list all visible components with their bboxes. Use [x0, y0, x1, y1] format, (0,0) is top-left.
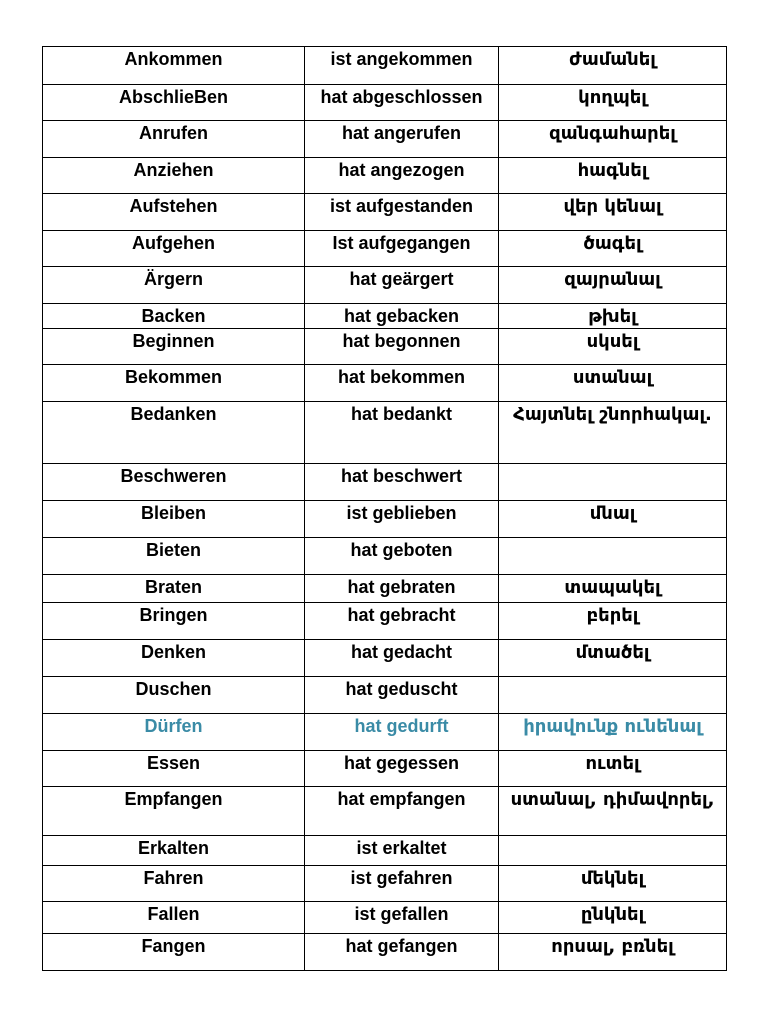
translation-cell: որսալ, բռնել [499, 934, 727, 971]
translation-cell: սկսել [499, 329, 727, 365]
perfect-cell: hat angezogen [305, 158, 499, 194]
table-row [43, 677, 727, 714]
verb-table-body [43, 47, 727, 971]
infinitive-cell: Beginnen [43, 329, 305, 365]
verb-table [42, 46, 727, 971]
table-row [43, 329, 727, 365]
infinitive-cell: Aufstehen [43, 194, 305, 231]
perfect-cell: hat gefangen [305, 934, 499, 971]
table-row [43, 231, 727, 267]
infinitive-cell: Fahren [43, 866, 305, 902]
table-row [43, 121, 727, 158]
perfect-cell: hat geboten [305, 538, 499, 575]
perfect-cell: hat empfangen [305, 787, 499, 836]
table-row [43, 640, 727, 677]
translation-cell: մնալ [499, 501, 727, 538]
translation-cell: ստանալ, դիմավորել, [499, 787, 727, 836]
translation-cell: ուտել [499, 751, 727, 787]
infinitive-cell: Anziehen [43, 158, 305, 194]
perfect-cell: hat angerufen [305, 121, 499, 158]
perfect-cell: hat gebacken [305, 304, 499, 329]
translation-cell: ընկնել [499, 902, 727, 934]
perfect-cell: hat begonnen [305, 329, 499, 365]
infinitive-cell: Aufgehen [43, 231, 305, 267]
perfect-cell: hat bedankt [305, 402, 499, 464]
infinitive-cell: Fallen [43, 902, 305, 934]
table-row [43, 575, 727, 603]
perfect-cell: Ist aufgegangen [305, 231, 499, 267]
table-row [43, 603, 727, 640]
infinitive-cell: Ankommen [43, 47, 305, 85]
translation-cell [499, 538, 727, 575]
table-row [43, 501, 727, 538]
table-row [43, 267, 727, 304]
table-row [43, 866, 727, 902]
table-row [43, 902, 727, 934]
translation-cell: Հայտնել շնորհակալ. [499, 402, 727, 464]
translation-cell [499, 836, 727, 866]
translation-cell: իրավունք ունենալ [499, 714, 727, 751]
table-row [43, 836, 727, 866]
perfect-cell: hat gebraten [305, 575, 499, 603]
perfect-cell: hat gegessen [305, 751, 499, 787]
infinitive-cell: Denken [43, 640, 305, 677]
translation-cell: մեկնել [499, 866, 727, 902]
translation-cell: տապակել [499, 575, 727, 603]
perfect-cell: ist geblieben [305, 501, 499, 538]
infinitive-cell: Dürfen [43, 714, 305, 751]
translation-cell: ժամանել [499, 47, 727, 85]
infinitive-cell: Essen [43, 751, 305, 787]
perfect-cell: ist gefallen [305, 902, 499, 934]
infinitive-cell: Bekommen [43, 365, 305, 402]
infinitive-cell: Bedanken [43, 402, 305, 464]
translation-cell: կողպել [499, 85, 727, 121]
table-row [43, 365, 727, 402]
table-row [43, 304, 727, 329]
table-row [43, 787, 727, 836]
infinitive-cell: Beschweren [43, 464, 305, 501]
infinitive-cell: Anrufen [43, 121, 305, 158]
perfect-cell: ist gefahren [305, 866, 499, 902]
translation-cell: ստանալ [499, 365, 727, 402]
perfect-cell: ist aufgestanden [305, 194, 499, 231]
perfect-cell: hat geärgert [305, 267, 499, 304]
perfect-cell: hat abgeschlossen [305, 85, 499, 121]
table-row [43, 751, 727, 787]
table-row [43, 85, 727, 121]
infinitive-cell: Erkalten [43, 836, 305, 866]
infinitive-cell: Ärgern [43, 267, 305, 304]
perfect-cell: hat gedurft [305, 714, 499, 751]
table-row [43, 464, 727, 501]
translation-cell: բերել [499, 603, 727, 640]
perfect-cell: hat geduscht [305, 677, 499, 714]
infinitive-cell: Fangen [43, 934, 305, 971]
infinitive-cell: Bringen [43, 603, 305, 640]
infinitive-cell: Duschen [43, 677, 305, 714]
table-row [43, 47, 727, 85]
translation-cell: զանգահարել [499, 121, 727, 158]
infinitive-cell: Bieten [43, 538, 305, 575]
infinitive-cell: Backen [43, 304, 305, 329]
translation-cell: մտածել [499, 640, 727, 677]
infinitive-cell: Braten [43, 575, 305, 603]
infinitive-cell: AbschlieBen [43, 85, 305, 121]
table-row [43, 194, 727, 231]
translation-cell: ծագել [499, 231, 727, 267]
translation-cell: հագնել [499, 158, 727, 194]
table-row [43, 934, 727, 971]
translation-cell: վեր կենալ [499, 194, 727, 231]
table-row [43, 402, 727, 464]
infinitive-cell: Empfangen [43, 787, 305, 836]
table-row [43, 538, 727, 575]
translation-cell: թխել [499, 304, 727, 329]
translation-cell [499, 464, 727, 501]
infinitive-cell: Bleiben [43, 501, 305, 538]
translation-cell: զայրանալ [499, 267, 727, 304]
perfect-cell: hat gebracht [305, 603, 499, 640]
table-row-highlighted [43, 714, 727, 751]
perfect-cell: hat beschwert [305, 464, 499, 501]
perfect-cell: ist erkaltet [305, 836, 499, 866]
translation-cell [499, 677, 727, 714]
perfect-cell: ist angekommen [305, 47, 499, 85]
table-row [43, 158, 727, 194]
perfect-cell: hat gedacht [305, 640, 499, 677]
perfect-cell: hat bekommen [305, 365, 499, 402]
